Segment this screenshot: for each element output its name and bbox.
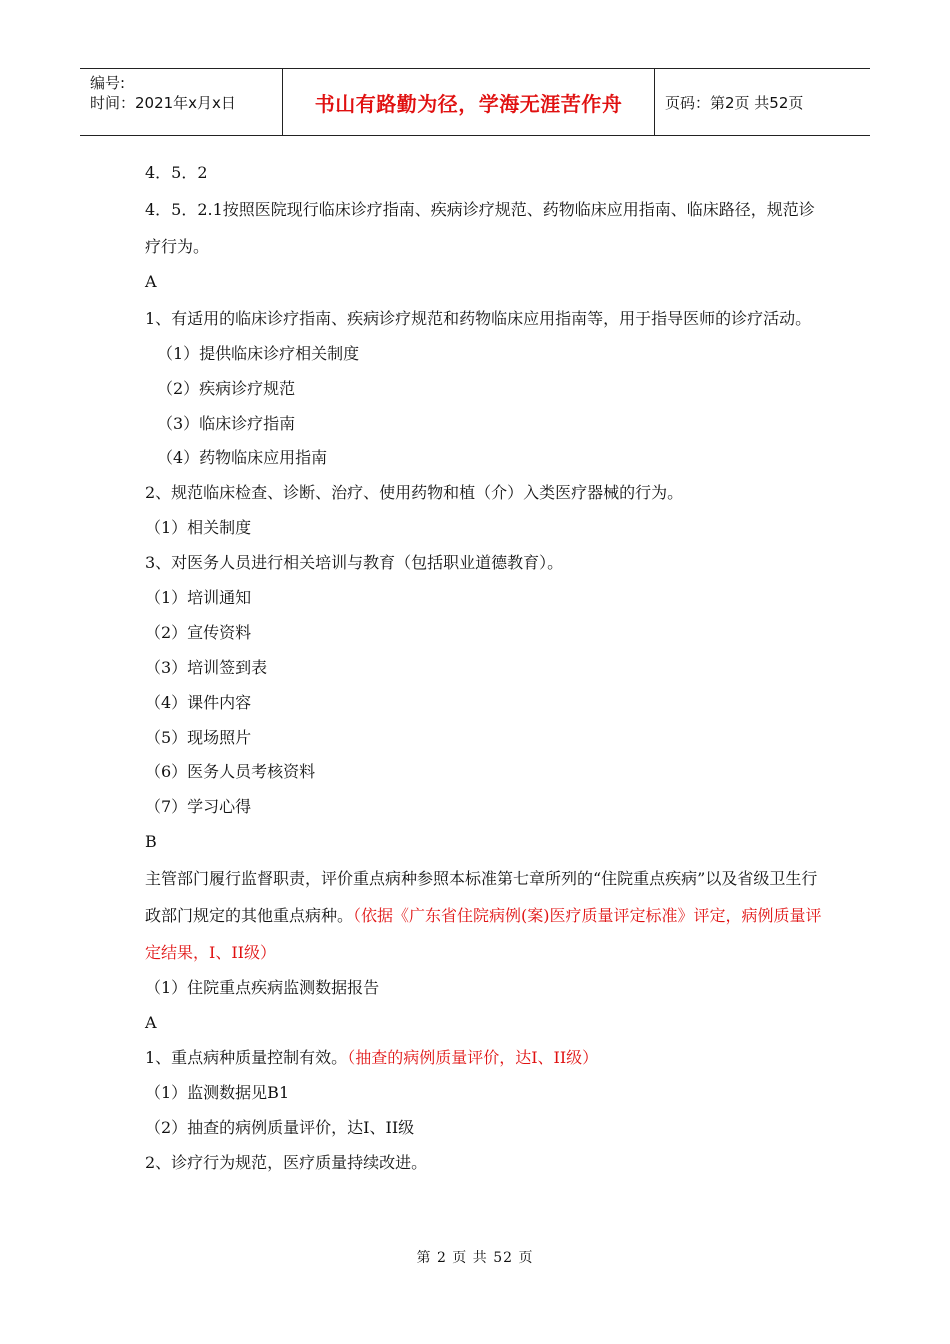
requirement-note-red: （依据《广东省住院病例(案)医疗质量评定标准》评定，病例质量评定结果，I、II级） bbox=[145, 906, 822, 963]
requirement-text: 3、对医务人员进行相关培训与教育（包括职业道德教育）。 bbox=[145, 553, 564, 573]
requirement-text: 1、有适用的临床诊疗指南、疾病诊疗规范和药物临床应用指南等，用于指导医师的诊疗活动。 bbox=[145, 308, 812, 328]
document-body bbox=[145, 156, 825, 1180]
list-item: （1）培训通知 bbox=[145, 588, 252, 608]
requirement-text bbox=[145, 1041, 825, 1076]
requirement-text: 2、诊疗行为规范，医疗质量持续改进。 bbox=[145, 1152, 428, 1172]
grade-label: A bbox=[145, 1013, 157, 1033]
header-motto: 书山有路勤为径，学海无涯苦作舟 bbox=[282, 69, 655, 135]
requirement-text-main: 主管部门履行监督职责，评价重点病种参照本标准第七章所列的“住院重点疾病”以及省级卫生行政部门规定的其他重点病种。 bbox=[145, 869, 818, 926]
list-item: （1）住院重点疾病监测数据报告 bbox=[145, 978, 380, 998]
list-item: （7）学习心得 bbox=[145, 797, 252, 817]
page-footer: 第 2 页 共 52 页 bbox=[416, 1250, 534, 1266]
clause-text: 4．5．2.1按照医院现行临床诊疗指南、疾病诊疗规范、药物临床应用指南、临床路径，规范诊疗行为。 bbox=[145, 199, 815, 256]
page-header bbox=[80, 68, 870, 136]
list-item: （1）监测数据见B1 bbox=[145, 1082, 290, 1102]
header-page-number: 页码：第2页 共52页 bbox=[665, 93, 804, 112]
list-item: （2）疾病诊疗规范 bbox=[157, 378, 296, 398]
list-item: （5）现场照片 bbox=[145, 727, 252, 747]
list-item: （3）临床诊疗指南 bbox=[157, 413, 296, 433]
list-item: （6）医务人员考核资料 bbox=[145, 762, 316, 782]
requirement-note-red: （抽查的病例质量评价，达I、II级） bbox=[347, 1047, 599, 1067]
requirement-text bbox=[145, 860, 825, 971]
grade-label: B bbox=[145, 832, 157, 852]
grade-label: A bbox=[145, 271, 157, 291]
requirement-text: 2、规范临床检查、诊断、治疗、使用药物和植（介）入类医疗器械的行为。 bbox=[145, 483, 684, 503]
list-item: （1）相关制度 bbox=[145, 518, 252, 538]
header-meta bbox=[80, 69, 282, 135]
list-item: （2）宣传资料 bbox=[145, 622, 252, 642]
list-item: （2）抽查的病例质量评价，达I、II级 bbox=[145, 1117, 415, 1137]
section-heading: 4．5．2 bbox=[145, 163, 208, 182]
list-item: （1）提供临床诊疗相关制度 bbox=[157, 343, 360, 363]
list-item: （3）培训签到表 bbox=[145, 657, 268, 677]
header-time: 时间：2021年x月x日 bbox=[90, 94, 236, 112]
requirement-text-main: 1、重点病种质量控制有效。 bbox=[145, 1047, 348, 1067]
header-number: 编号: bbox=[90, 74, 126, 92]
list-item: （4）课件内容 bbox=[145, 692, 252, 712]
list-item: （4）药物临床应用指南 bbox=[157, 448, 328, 468]
